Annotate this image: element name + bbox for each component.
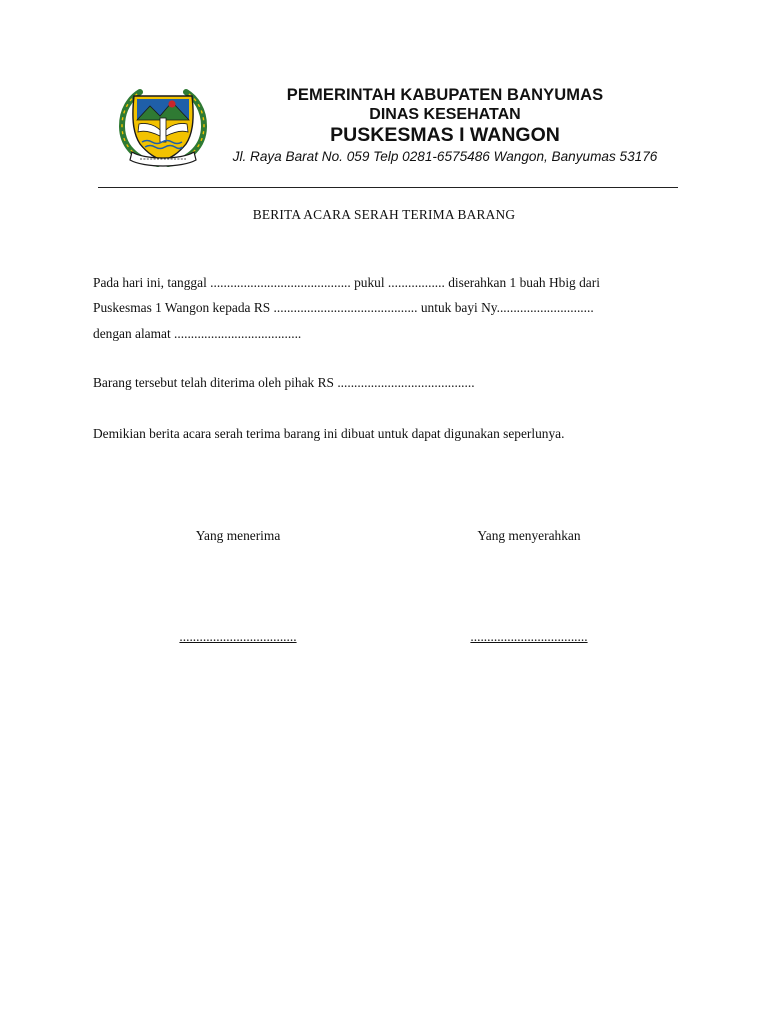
giver-signature-label: Yang menyerahkan: [477, 528, 581, 543]
giver-signature-line: ...................................: [470, 629, 588, 644]
handover-paragraph-line-2: Puskesmas 1 Wangon kepada RS ........................................... untuk bayi Ny.............................: [93, 300, 594, 315]
receiver-signature-line: ...................................: [179, 629, 297, 644]
handover-paragraph-line-1: Pada hari ini, tanggal .......................................... pukul ................. diserahkan 1 buah Hbig dari: [93, 275, 600, 290]
closing-paragraph: Demikian berita acara serah terima barang ini dibuat untuk dapat digunakan seperlunya.: [93, 426, 565, 441]
letterhead-department-name: DINAS KESEHATAN: [369, 106, 521, 123]
letterhead-address: Jl. Raya Barat No. 059 Telp 0281-6575486 Wangon, Banyumas 53176: [232, 149, 658, 164]
document-title: BERITA ACARA SERAH TERIMA BARANG: [252, 207, 516, 222]
banyumas-regency-emblem-icon: [114, 84, 212, 170]
letterhead-divider: [98, 187, 678, 188]
letterhead-government-name: PEMERINTAH KABUPATEN BANYUMAS: [286, 86, 604, 104]
receipt-paragraph: Barang tersebut telah diterima oleh pihak RS .........................................: [93, 375, 475, 390]
letterhead-institution-name: PUSKESMAS I WANGON: [330, 124, 560, 146]
handover-paragraph-line-3: dengan alamat ......................................: [93, 326, 302, 341]
receiver-signature-label: Yang menerima: [195, 528, 281, 543]
